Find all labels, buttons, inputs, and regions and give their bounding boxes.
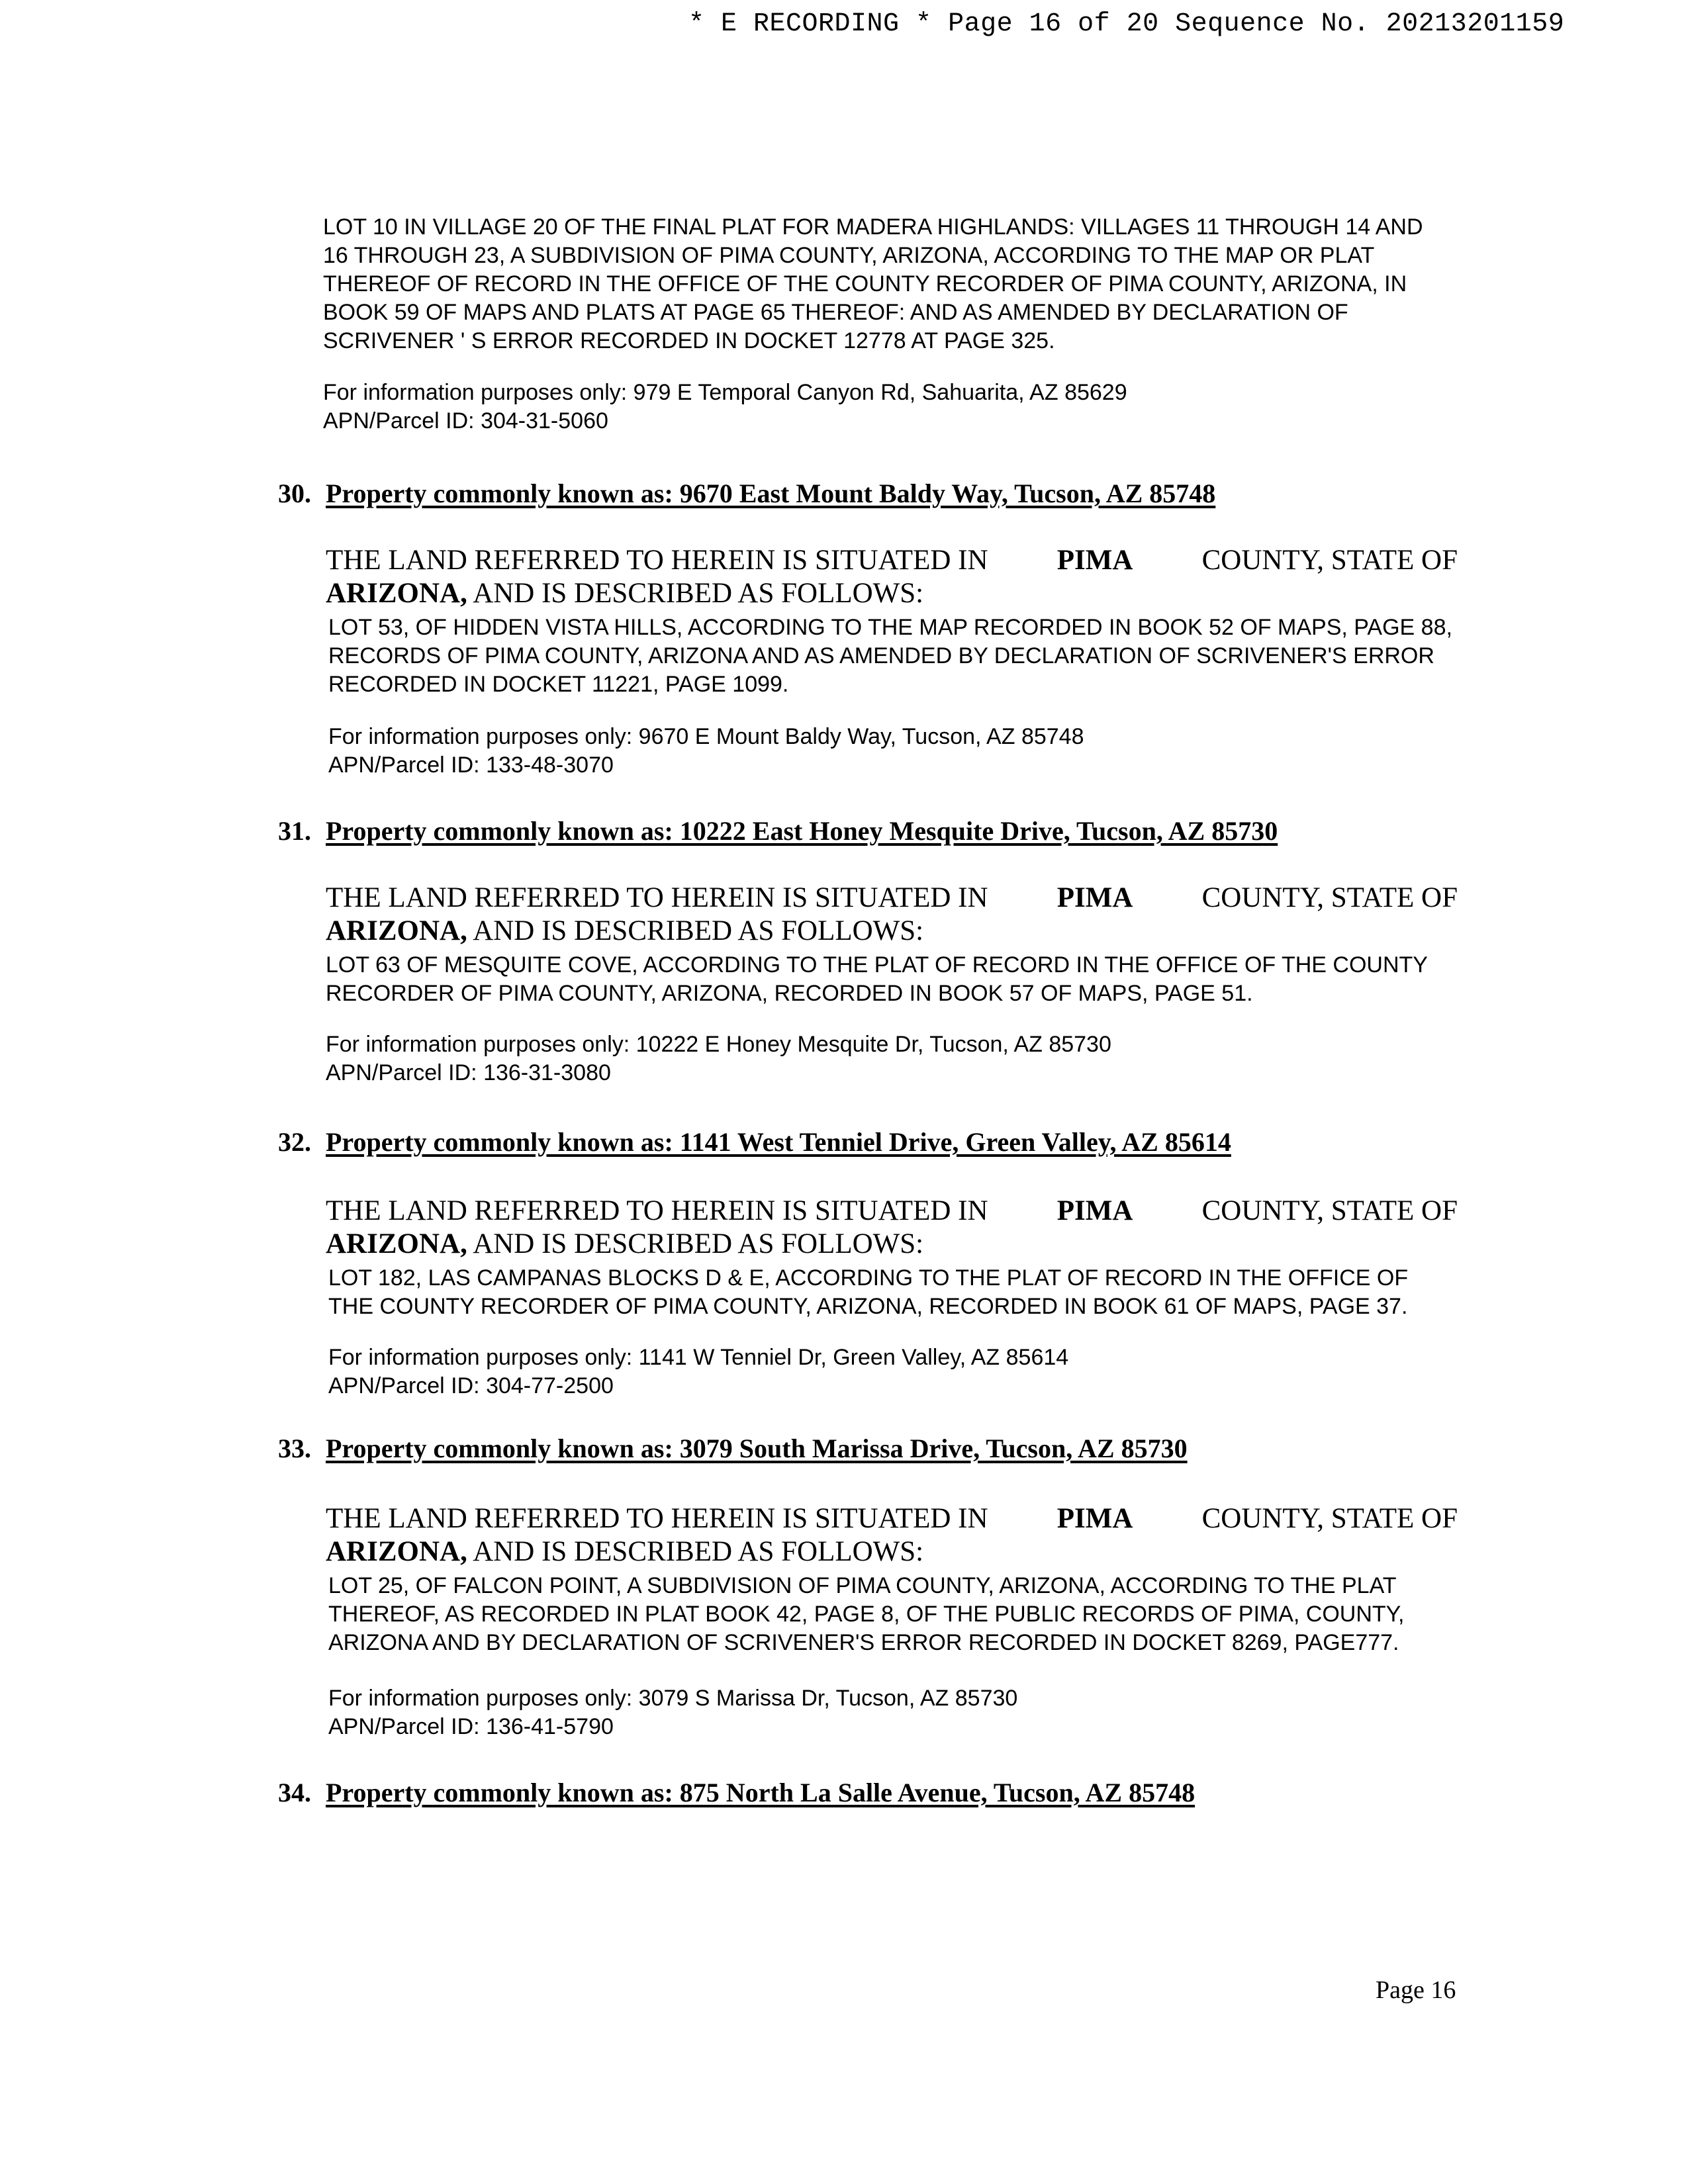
legal-line: BOOK 59 OF MAPS AND PLATS AT PAGE 65 THEREOF: AND AS AMENDED BY DECLARATION OF <box>323 300 1348 325</box>
situated-text: COUNTY, STATE OF <box>1201 1503 1458 1534</box>
situated-statement <box>326 1195 1458 1261</box>
legal-line: LOT 53, OF HIDDEN VISTA HILLS, ACCORDING TO THE MAP RECORDED IN BOOK 52 OF MAPS, PAGE 88, <box>328 615 1452 640</box>
item-title: Property commonly known as: 9670 East Mount Baldy Way, Tucson, AZ 85748 <box>326 478 1216 508</box>
info-33 <box>328 1684 1017 1741</box>
item-title: Property commonly known as: 3079 South Marissa Drive, Tucson, AZ 85730 <box>326 1433 1188 1463</box>
legal-description-31 <box>326 951 1550 1008</box>
county-name: PIMA <box>1056 882 1133 913</box>
apn-line: APN/Parcel ID: 136-31-3080 <box>326 1060 611 1085</box>
apn-line: APN/Parcel ID: 304-77-2500 <box>328 1373 614 1398</box>
situated-text: AND IS DESCRIBED AS FOLLOWS: <box>467 915 924 946</box>
situated-statement <box>326 1502 1458 1569</box>
info-32 <box>328 1343 1068 1400</box>
item-number: 31. <box>278 816 311 846</box>
legal-line: RECORDER OF PIMA COUNTY, ARIZONA, RECORDED IN BOOK 57 OF MAPS, PAGE 51. <box>326 981 1253 1006</box>
info-line: For information purposes only: 3079 S Marissa Dr, Tucson, AZ 85730 <box>328 1686 1018 1711</box>
situated-statement <box>326 544 1458 610</box>
info-31 <box>326 1030 1111 1087</box>
item-title: Property commonly known as: 1141 West Tenniel Drive, Green Valley, AZ 85614 <box>326 1127 1231 1157</box>
situated-text: COUNTY, STATE OF <box>1201 1195 1458 1226</box>
item-heading-31 <box>278 815 1278 846</box>
legal-line: THE COUNTY RECORDER OF PIMA COUNTY, ARIZONA, RECORDED IN BOOK 61 OF MAPS, PAGE 37. <box>328 1294 1408 1319</box>
county-name: PIMA <box>1056 545 1133 576</box>
info-line: For information purposes only: 979 E Temporal Canyon Rd, Sahuarita, AZ 85629 <box>323 380 1127 405</box>
situated-text: AND IS DESCRIBED AS FOLLOWS: <box>467 578 924 609</box>
item-heading-30 <box>278 478 1215 509</box>
info-line: For information purposes only: 9670 E Mount Baldy Way, Tucson, AZ 85748 <box>328 724 1084 749</box>
situated-text: THE LAND REFERRED TO HEREIN IS SITUATED IN <box>326 1503 988 1534</box>
situated-statement <box>326 882 1458 948</box>
intro-info <box>323 379 1127 435</box>
legal-line: 16 THROUGH 23, A SUBDIVISION OF PIMA COUNTY, ARIZONA, ACCORDING TO THE MAP OR PLAT <box>323 243 1375 268</box>
recording-header: * E RECORDING * Page 16 of 20 Sequence No. 20213201159 <box>688 9 1565 39</box>
apn-line: APN/Parcel ID: 136-41-5790 <box>328 1714 614 1739</box>
item-number: 33. <box>278 1433 311 1463</box>
item-number: 30. <box>278 478 311 508</box>
legal-line: LOT 63 OF MESQUITE COVE, ACCORDING TO THE PLAT OF RECORD IN THE OFFICE OF THE COUNTY <box>326 952 1428 978</box>
situated-text: THE LAND REFERRED TO HEREIN IS SITUATED IN <box>326 1195 988 1226</box>
item-heading-32 <box>278 1126 1231 1158</box>
apn-line: APN/Parcel ID: 304-31-5060 <box>323 408 608 433</box>
info-line: For information purposes only: 1141 W Tenniel Dr, Green Valley, AZ 85614 <box>328 1345 1069 1370</box>
legal-line: LOT 25, OF FALCON POINT, A SUBDIVISION OF PIMA COUNTY, ARIZONA, ACCORDING TO THE PLAT <box>328 1573 1397 1598</box>
item-heading-34 <box>278 1777 1195 1808</box>
legal-description-33 <box>328 1572 1553 1657</box>
item-title: Property commonly known as: 10222 East Honey Mesquite Drive, Tucson, AZ 85730 <box>326 816 1278 846</box>
situated-text: THE LAND REFERRED TO HEREIN IS SITUATED IN <box>326 545 988 576</box>
info-30 <box>328 723 1084 780</box>
legal-line: ARIZONA AND BY DECLARATION OF SCRIVENER'S ERROR RECORDED IN DOCKET 8269, PAGE777. <box>328 1630 1399 1655</box>
legal-line: RECORDED IN DOCKET 11221, PAGE 1099. <box>328 672 789 697</box>
item-number: 34. <box>278 1778 311 1807</box>
legal-line: THEREOF OF RECORD IN THE OFFICE OF THE COUNTY RECORDER OF PIMA COUNTY, ARIZONA, IN <box>323 271 1407 296</box>
situated-text: AND IS DESCRIBED AS FOLLOWS: <box>467 1228 924 1259</box>
legal-line: THEREOF, AS RECORDED IN PLAT BOOK 42, PAGE 8, OF THE PUBLIC RECORDS OF PIMA, COUNTY, <box>328 1602 1405 1627</box>
info-line: For information purposes only: 10222 E Honey Mesquite Dr, Tucson, AZ 85730 <box>326 1032 1111 1057</box>
apn-line: APN/Parcel ID: 133-48-3070 <box>328 752 614 778</box>
item-heading-33 <box>278 1433 1188 1464</box>
legal-line: LOT 182, LAS CAMPANAS BLOCKS D & E, ACCORDING TO THE PLAT OF RECORD IN THE OFFICE OF <box>328 1265 1409 1291</box>
item-title: Property commonly known as: 875 North La Salle Avenue, Tucson, AZ 85748 <box>326 1778 1196 1807</box>
item-number: 32. <box>278 1127 311 1157</box>
legal-description-32 <box>328 1264 1553 1321</box>
county-name: PIMA <box>1056 1195 1133 1226</box>
state-name: ARIZONA, <box>326 915 467 946</box>
situated-text: COUNTY, STATE OF <box>1201 545 1458 576</box>
legal-line: SCRIVENER ' S ERROR RECORDED IN DOCKET 12778 AT PAGE 325. <box>323 328 1055 353</box>
legal-description-30 <box>328 614 1553 699</box>
legal-line: RECORDS OF PIMA COUNTY, ARIZONA AND AS AMENDED BY DECLARATION OF SCRIVENER'S ERROR <box>328 643 1434 668</box>
situated-text: AND IS DESCRIBED AS FOLLOWS: <box>467 1536 924 1567</box>
situated-text: COUNTY, STATE OF <box>1201 882 1458 913</box>
situated-text: THE LAND REFERRED TO HEREIN IS SITUATED IN <box>326 882 988 913</box>
state-name: ARIZONA, <box>326 1536 467 1567</box>
state-name: ARIZONA, <box>326 1228 467 1259</box>
state-name: ARIZONA, <box>326 578 467 609</box>
legal-line: LOT 10 IN VILLAGE 20 OF THE FINAL PLAT FOR MADERA HIGHLANDS: VILLAGES 11 THROUGH 14 AND <box>323 214 1423 240</box>
county-name: PIMA <box>1056 1503 1133 1534</box>
intro-legal-description <box>323 213 1554 355</box>
page-number: Page 16 <box>1376 1976 1456 2004</box>
